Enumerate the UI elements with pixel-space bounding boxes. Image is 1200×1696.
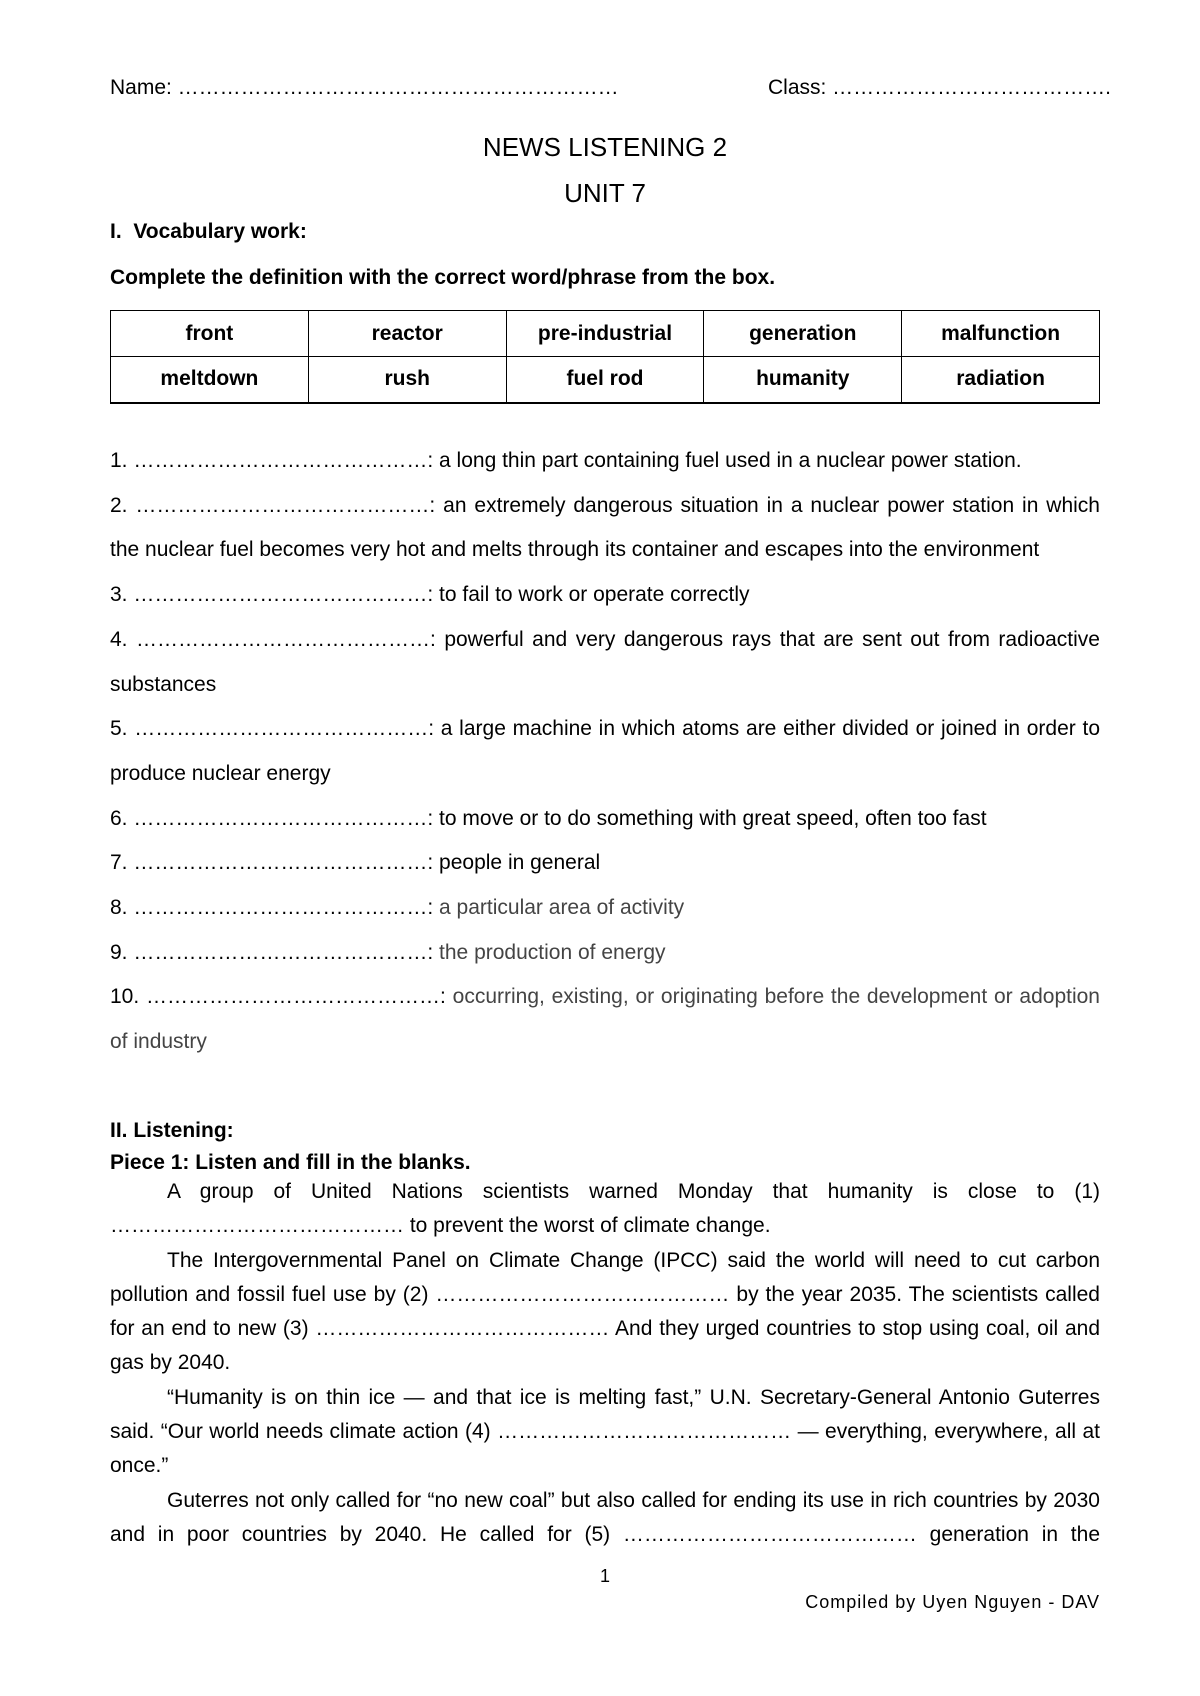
page-number: 1 [599,1566,610,1586]
word-box-cell: front [111,311,309,357]
definition-list [110,439,1100,1065]
answer-blank: ……………………………………: [133,940,434,964]
listening-section-heading: II. Listening: [110,1119,234,1142]
passage-paragraph: “Humanity is on thin ice — and that ice is melting fast,” U.N. Secretary-General Antonio Guterres said. “Our world needs climate action (4) …………………………………… — everything, everywhere, all at once.” [110,1385,1100,1478]
item-number: 2. [110,493,128,517]
item-definition: people in general [439,851,601,875]
item-definition: powerful and very dangerous rays that are sent out from radioactive substances [110,627,1100,696]
vocabulary-instruction: Complete the definition with the correct word/phrase from the box. [110,266,776,289]
item-number: 3. [110,583,128,607]
item-definition: a large machine in which atoms are either divided or joined in order to produce nuclear energy [110,717,1100,785]
word-box-cell: pre-industrial [506,311,704,357]
definition-item [110,573,1100,618]
item-definition: to move or to do something with great speed, often too fast [439,806,987,830]
answer-blank: ……………………………………: [133,449,434,472]
item-definition: a particular area of activity [439,896,685,920]
answer-blank: ……………………………………: [146,985,446,1009]
vocabulary-section-heading: I. Vocabulary work: [110,220,307,243]
definition-item [110,484,1100,573]
item-number: 7. [110,851,128,875]
word-box-cell: rush [308,357,506,403]
definition-item [110,841,1100,886]
word-box-cell: reactor [308,311,506,357]
definition-item [110,439,1100,484]
word-box-cell: generation [704,311,902,357]
item-number: 6. [110,806,128,830]
footer-credit: Compiled by Uyen Nguyen - DAV [805,1592,1100,1612]
definition-item [110,975,1100,1064]
definition-item [110,618,1100,707]
answer-blank: ……………………………………: [133,851,434,875]
name-field: Name: ……………………………………………………… [110,76,619,99]
item-number: 5. [110,717,128,741]
word-box-row [111,357,1100,403]
item-definition: a long thin part containing fuel used in a nuclear power station. [439,449,1022,472]
listening-passage [110,1175,1100,1552]
word-box-cell: meltdown [111,357,309,403]
item-definition: to fail to work or operate correctly [439,583,750,607]
word-box-cell: humanity [704,357,902,403]
answer-blank: ……………………………………: [134,717,435,741]
word-box-cell: fuel rod [506,357,704,403]
piece-instruction: Piece 1: Listen and fill in the blanks. [110,1151,471,1174]
answer-blank: ……………………………………: [135,493,436,517]
item-number: 10. [110,985,140,1009]
answer-blank: ……………………………………: [133,896,434,920]
word-box-row [111,311,1100,357]
item-number: 4. [110,627,128,651]
word-box-cell: malfunction [902,311,1100,357]
answer-blank: ……………………………………: [136,627,436,651]
passage-paragraph: A group of United Nations scientists warned Monday that humanity is close to (1) …………………………………… to prevent the worst of climate change. [110,1180,1100,1238]
class-field: Class: …………………………………. [768,76,1112,99]
definition-item [110,886,1100,931]
word-box-cell: radiation [902,357,1100,403]
unit-title: UNIT 7 [564,178,646,208]
item-definition: the production of energy [439,940,666,964]
item-number: 1. [110,449,128,472]
definition-item [110,707,1100,796]
word-box [110,310,1100,404]
passage-paragraph: The Intergovernmental Panel on Climate Change (IPCC) said the world will need to cut carbon pollution and fossil fuel use by (2) …………………………………… by the year 2035. The scientists called for an end to new (3) …………………………………… And they urged countries to stop using coal, oil and gas by 2040. [110,1248,1100,1375]
student-info-row [110,74,1112,102]
item-number: 8. [110,896,128,920]
passage-paragraph: Guterres not only called for “no new coal” but also called for ending its use in rich countries by 2030 and in poor countries by 2040. He called for (5) …………………………………… generation in the [110,1488,1100,1546]
item-definition: occurring, existing, or originating before the development or adoption of industry [110,985,1100,1054]
answer-blank: ……………………………………: [133,583,434,607]
answer-blank: ……………………………………: [133,806,434,830]
definition-item [110,931,1100,976]
worksheet-title: NEWS LISTENING 2 [482,132,728,162]
item-definition: an extremely dangerous situation in a nuclear power station in which the nuclear fuel becomes very hot and melts through its container and escapes into the environment [110,493,1100,562]
definition-item [110,797,1100,842]
item-number: 9. [110,940,128,964]
